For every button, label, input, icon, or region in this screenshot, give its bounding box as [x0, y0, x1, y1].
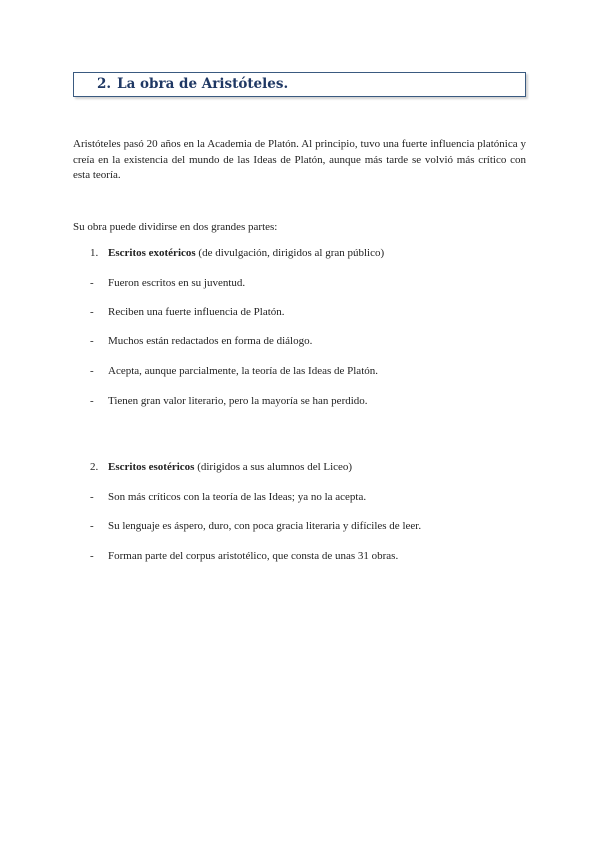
- list-item: [90, 395, 368, 407]
- intro-paragraph: Aristóteles pasó 20 años en la Academia de Platón. Al principio, tuvo una fuerte influencia platónica y creía en la existencia del mundo de las Ideas de Platón, aunque más tarde se volvió más crítico con esta teoría.: [73, 138, 526, 181]
- dash-marker: -: [90, 306, 94, 318]
- lead-paragraph: Su obra puede dividirse en dos grandes partes:: [73, 221, 278, 233]
- part-title: Escritos exotéricos: [108, 247, 196, 259]
- list-item-text: Forman parte del corpus aristotélico, que consta de unas 31 obras.: [108, 550, 399, 562]
- list-item-text: Su lenguaje es áspero, duro, con poca gracia literaria y difíciles de leer.: [108, 520, 422, 532]
- section-number: 2.: [97, 76, 112, 92]
- part-subtitle: (de divulgación, dirigidos al gran público): [195, 247, 385, 259]
- part-heading-esotericos: [90, 461, 352, 473]
- dash-marker: -: [90, 520, 94, 532]
- section-title: [97, 76, 288, 92]
- list-item: [90, 277, 245, 289]
- list-item-text: Son más críticos con la teoría de las Ideas; ya no la acepta.: [108, 491, 367, 503]
- dash-marker: -: [90, 365, 94, 377]
- dash-marker: -: [90, 277, 94, 289]
- section-title-text: La obra de Aristóteles.: [117, 76, 289, 92]
- dash-marker: -: [90, 335, 94, 347]
- dash-marker: -: [90, 550, 94, 562]
- part-subtitle: (dirigidos a sus alumnos del Liceo): [194, 461, 353, 473]
- dash-marker: -: [90, 395, 94, 407]
- part-title: Escritos esotéricos: [108, 461, 195, 473]
- list-item: [90, 306, 285, 318]
- list-item-text: Reciben una fuerte influencia de Platón.: [108, 306, 285, 318]
- list-item: [90, 365, 378, 377]
- list-item-text: Muchos están redactados en forma de diálogo.: [108, 335, 313, 347]
- list-item: [90, 520, 421, 532]
- list-item-text: Acepta, aunque parcialmente, la teoría de las Ideas de Platón.: [108, 365, 378, 377]
- dash-marker: -: [90, 491, 94, 503]
- list-number: 1.: [90, 247, 99, 259]
- list-item: [90, 335, 312, 347]
- list-item: [90, 550, 398, 562]
- list-number: 2.: [90, 461, 99, 473]
- list-item-text: Fueron escritos en su juventud.: [108, 277, 246, 289]
- list-item-text: Tienen gran valor literario, pero la mayoría se han perdido.: [108, 395, 368, 407]
- list-item: [90, 491, 366, 503]
- part-heading-exotericos: [90, 247, 384, 259]
- section-heading: [73, 72, 526, 97]
